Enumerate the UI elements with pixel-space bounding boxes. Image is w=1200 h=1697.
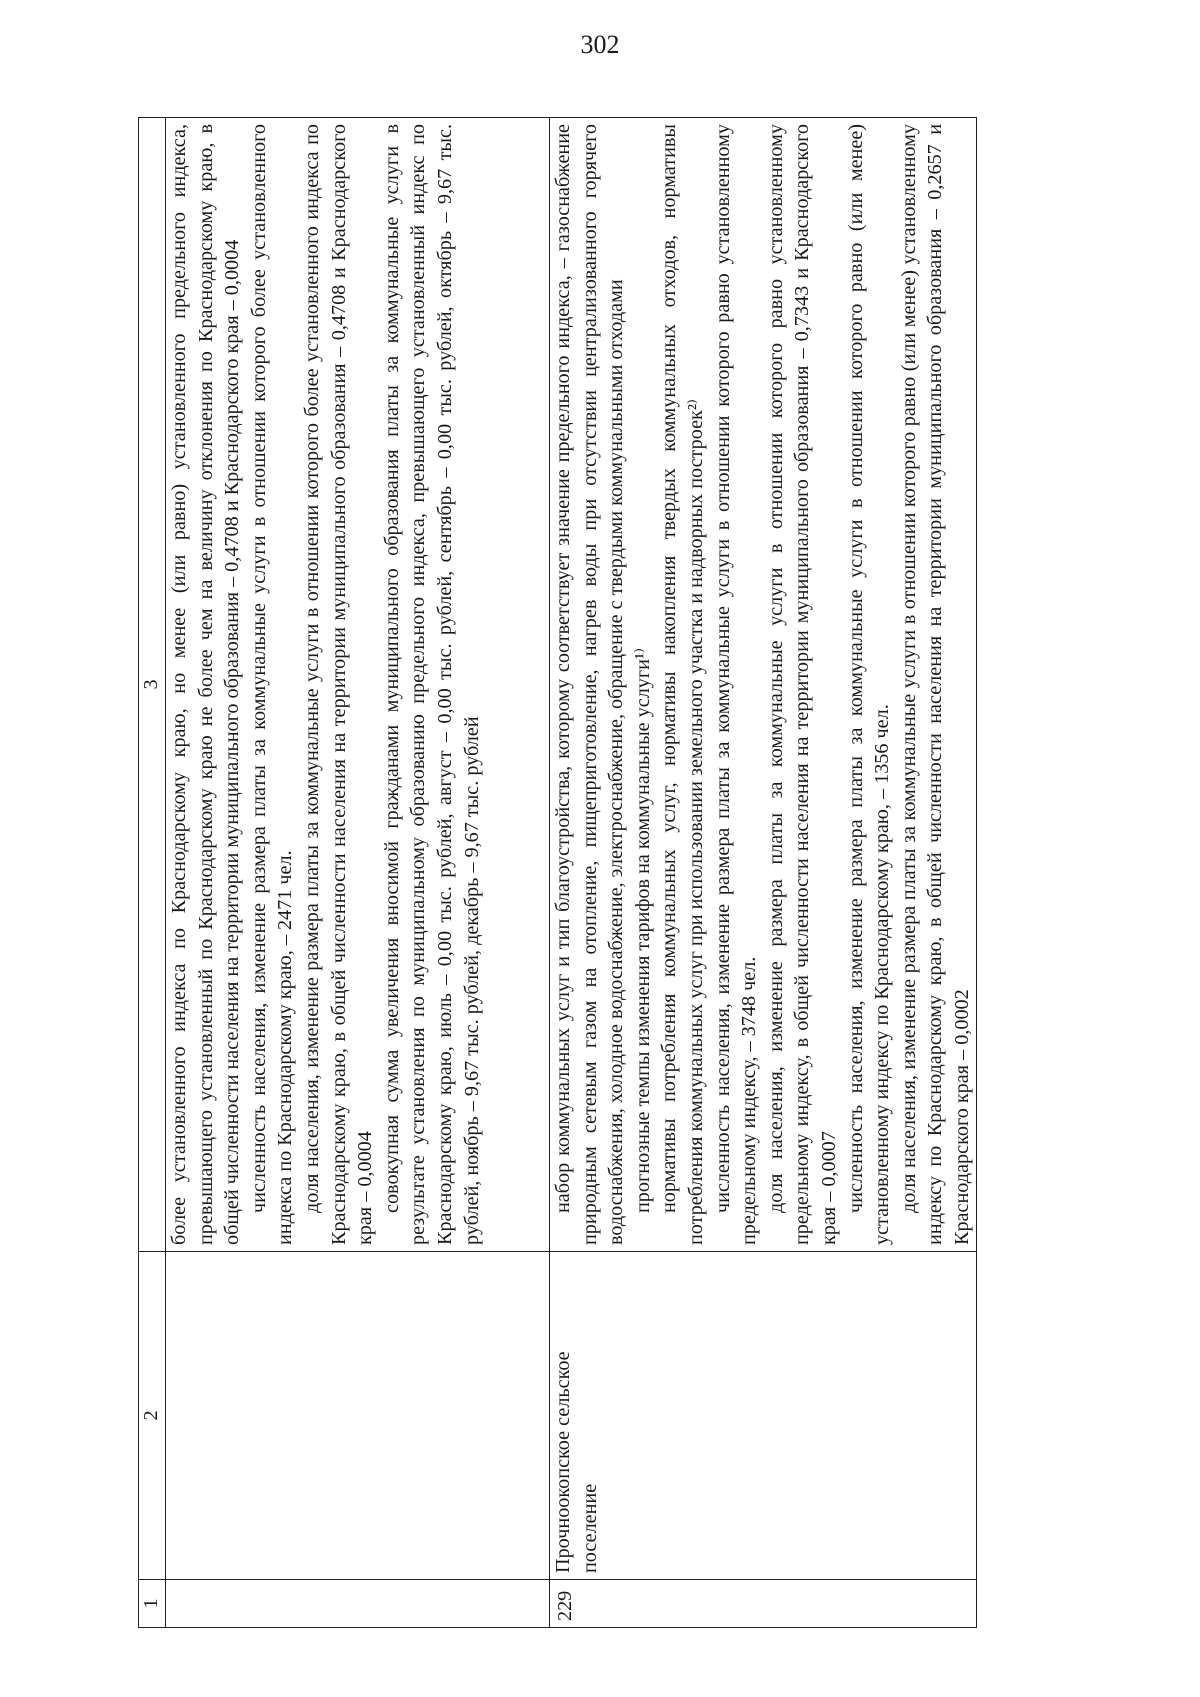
paragraph: доля населения, изменение размера платы за коммунальные услуги в отношении которого равно (или менее) установленному индексу по Краснодарскому краю, в общей численности населения на территории муниципального образования – 0,2657 и Краснодарского края – 0,0002 [897,124,973,1245]
table-header-row [139,118,166,1628]
row-number [166,1580,550,1628]
page-number: 302 [580,30,620,59]
header-col-2: 2 [139,1252,166,1580]
paragraph: набор коммунальных услуг и тип благоустройства, которому соответствует значение предельного индекса, – газоснабжение природным сетевым газом на отопление, пищеприготовление, нагрев воды при отсутствии централизованного горячего водоснабжения, холодное водоснабжение, электроснабжение, обращение с твердыми коммунальными отходами [552,124,628,1245]
header-col-1: 1 [139,1580,166,1628]
table-row-continuation [166,118,550,1628]
row-description [550,118,977,1252]
data-table [138,117,977,1628]
row-number: 229 [550,1580,977,1628]
rotated-table-wrapper [138,118,1038,1628]
paragraph: доля населения, изменение размера платы за коммунальные услуги в отношении которого равно установленному предельному индексу, в общей численности населения на территории муниципального образования – 0,7343 и Краснодарского края – 0,0007 [764,124,840,1245]
row-name [166,1252,550,1580]
paragraph: совокупная сумма увеличения вносимой гражданами муниципального образования платы за коммунальные услуги в результате установления по муниципальному образованию предельного индекса, превышающего установленный индекс по Краснодарскому краю, июль – 0,00 тыс. рублей, август – 0,00 тыс. рублей, сентябрь – 0,00 тыс. рублей, октябрь – 9,67 тыс. рублей, ноябрь – 9,67 тыс. рублей, декабрь – 9,67 тыс. рублей [380,124,483,1245]
paragraph: более установленного индекса по Краснодарскому краю, но менее (или равно) установленного предельного индекса, превышающего установленный по Краснодарскому краю не более чем на величину отклонения по Краснодарскому краю, в общей численности населения на территории муниципального образования – 0,4708 и Краснодарского края – 0,0004 [168,124,244,1245]
paragraph: доля населения, изменение размера платы за коммунальные услуги в отношении которого более установленного индекса по Краснодарскому краю, в общей численности населения на территории муниципального образования – 0,4708 и Краснодарского края – 0,0004 [300,124,377,1245]
paragraph: численность населения, изменение размера платы за коммунальные услуги в отношении которого равно установленному предельному индексу, – 3748 чел. [711,124,761,1245]
table-row [550,118,977,1628]
paragraph: прогнозные темпы изменения тарифов на коммунальные услуги¹⁾ [631,648,654,1213]
row-name: Прочноокопское сельское поселение [550,1252,977,1580]
row-description [166,118,550,1252]
paragraph: численность населения, изменение размера платы за коммунальные услуги в отношении которого равно (или менее) установленному индексу по Краснодарскому краю, – 1356 чел. [844,124,894,1245]
paragraph: численность населения, изменение размера платы за коммунальные услуги в отношении которого более установленного индекса по Краснодарскому краю, – 2471 чел. [247,124,297,1245]
paragraph: нормативы потребления коммунальных услуг, нормативы накопления твердых коммунальных отходов, нормативы потребления коммунальных услуг при использовании земельного участка и надворных построек²⁾ [658,124,707,1245]
header-col-3: 3 [139,118,166,1252]
